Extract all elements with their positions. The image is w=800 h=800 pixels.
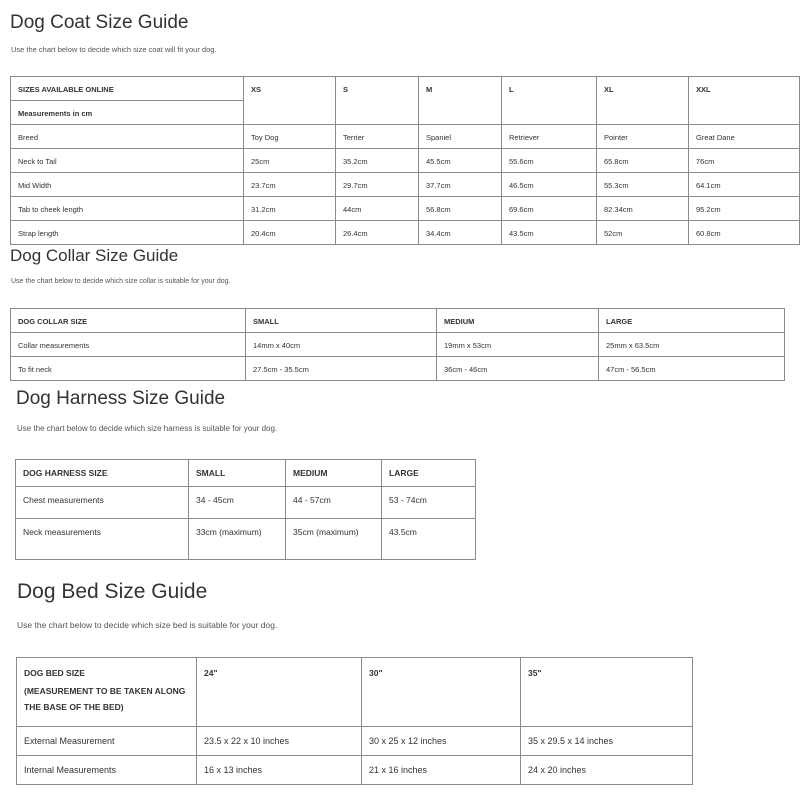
table-row (11, 333, 785, 357)
table-cell: 65.8cm (597, 149, 689, 173)
table-cell: To fit neck (11, 357, 246, 381)
table-cell: 43.5cm (382, 519, 476, 560)
bed-header-note: (MEASUREMENT TO BE TAKEN ALONG THE BASE OF THE BED) (24, 686, 186, 712)
harness-size-table (15, 459, 476, 560)
table-cell: Terrier (336, 125, 419, 149)
table-header-cell: MEDIUM (437, 309, 599, 333)
table-cell: 20.4cm (244, 221, 336, 245)
table-row (11, 125, 800, 149)
coat-size-header: L (502, 77, 597, 125)
table-cell: Great Dane (689, 125, 800, 149)
table-cell: 95.2cm (689, 197, 800, 221)
table-cell: 16 x 13 inches (197, 756, 362, 785)
harness-guide-title: Dog Harness Size Guide (16, 388, 226, 409)
bed-guide-title: Dog Bed Size Guide (17, 580, 208, 603)
coat-size-header: XS (244, 77, 336, 125)
table-cell: 26.4cm (336, 221, 419, 245)
table-cell: 30 x 25 x 12 inches (362, 727, 521, 756)
table-cell: 37.7cm (419, 173, 502, 197)
table-header-row (16, 460, 476, 487)
table-cell: Chest measurements (16, 487, 189, 519)
table-row (16, 519, 476, 560)
collar-guide-title: Dog Collar Size Guide (10, 246, 179, 265)
table-header-cell: 35" (521, 658, 693, 727)
table-cell: 69.6cm (502, 197, 597, 221)
table-header-cell: SMALL (189, 460, 286, 487)
table-row (17, 756, 693, 785)
table-header-cell: DOG COLLAR SIZE (11, 309, 246, 333)
table-cell: 60.8cm (689, 221, 800, 245)
table-cell: 25cm (244, 149, 336, 173)
collar-guide-description: Use the chart below to decide which size collar is suitable for your dog. (11, 278, 231, 285)
table-row (11, 357, 785, 381)
table-cell: 21 x 16 inches (362, 756, 521, 785)
table-cell: 45.5cm (419, 149, 502, 173)
table-cell: 55.3cm (597, 173, 689, 197)
table-cell: 27.5cm - 35.5cm (246, 357, 437, 381)
table-cell: 53 - 74cm (382, 487, 476, 519)
coat-size-header: M (419, 77, 502, 125)
table-cell: 19mm x 53cm (437, 333, 599, 357)
harness-guide-description: Use the chart below to decide which size harness is suitable for your dog. (17, 424, 278, 433)
table-cell: 35cm (maximum) (286, 519, 382, 560)
table-cell: Spaniel (419, 125, 502, 149)
coat-size-table (10, 76, 800, 245)
table-header-cell: 30" (362, 658, 521, 727)
table-cell: Toy Dog (244, 125, 336, 149)
table-cell: Breed (11, 125, 244, 149)
table-header-cell: DOG HARNESS SIZE (16, 460, 189, 487)
bed-size-table (16, 657, 693, 785)
table-cell: 33cm (maximum) (189, 519, 286, 560)
table-cell: 35 x 29.5 x 14 inches (521, 727, 693, 756)
coat-subheader-label: Measurements in cm (11, 101, 244, 125)
table-cell: Tab to cheek length (11, 197, 244, 221)
table-cell: 29.7cm (336, 173, 419, 197)
table-cell: 52cm (597, 221, 689, 245)
table-cell: 34 - 45cm (189, 487, 286, 519)
table-header-cell: SMALL (246, 309, 437, 333)
table-row (16, 487, 476, 519)
table-header-cell: 24" (197, 658, 362, 727)
table-cell: 46.5cm (502, 173, 597, 197)
table-cell: Neck measurements (16, 519, 189, 560)
coat-guide-title: Dog Coat Size Guide (10, 12, 189, 33)
table-cell: 43.5cm (502, 221, 597, 245)
table-row (11, 221, 800, 245)
table-cell: Neck to Tail (11, 149, 244, 173)
table-cell: Internal Measurements (17, 756, 197, 785)
table-cell: 25mm x 63.5cm (599, 333, 785, 357)
table-header-row (11, 309, 785, 333)
table-cell: 14mm x 40cm (246, 333, 437, 357)
coat-header-label: SIZES AVAILABLE ONLINE (11, 77, 244, 101)
table-cell: 64.1cm (689, 173, 800, 197)
table-header-cell: MEDIUM (286, 460, 382, 487)
table-cell: Pointer (597, 125, 689, 149)
table-row (17, 727, 693, 756)
table-cell: Strap length (11, 221, 244, 245)
coat-size-header: XL (597, 77, 689, 125)
table-cell: External Measurement (17, 727, 197, 756)
bed-guide-description: Use the chart below to decide which size bed is suitable for your dog. (17, 620, 278, 630)
table-cell: 34.4cm (419, 221, 502, 245)
coat-size-header: S (336, 77, 419, 125)
table-cell: 76cm (689, 149, 800, 173)
table-cell: 47cm - 56.5cm (599, 357, 785, 381)
table-row (11, 173, 800, 197)
table-row (11, 197, 800, 221)
table-header-row (17, 658, 693, 727)
table-cell: 82.34cm (597, 197, 689, 221)
table-cell: Mid Width (11, 173, 244, 197)
coat-guide-description: Use the chart below to decide which size coat will fit your dog. (11, 45, 217, 54)
table-header-cell (17, 658, 197, 727)
coat-size-header: XXL (689, 77, 800, 125)
collar-size-table (10, 308, 785, 381)
table-cell: 35.2cm (336, 149, 419, 173)
table-cell: 55.6cm (502, 149, 597, 173)
table-cell: 44cm (336, 197, 419, 221)
table-cell: Retriever (502, 125, 597, 149)
table-cell: 44 - 57cm (286, 487, 382, 519)
table-cell: 31.2cm (244, 197, 336, 221)
bed-header-label: DOG BED SIZE (24, 668, 85, 678)
table-cell: 23.5 x 22 x 10 inches (197, 727, 362, 756)
table-row (11, 149, 800, 173)
table-cell: 24 x 20 inches (521, 756, 693, 785)
table-cell: Collar measurements (11, 333, 246, 357)
table-header-cell: LARGE (599, 309, 785, 333)
table-cell: 23.7cm (244, 173, 336, 197)
table-header-cell: LARGE (382, 460, 476, 487)
table-cell: 56.8cm (419, 197, 502, 221)
table-cell: 36cm - 46cm (437, 357, 599, 381)
